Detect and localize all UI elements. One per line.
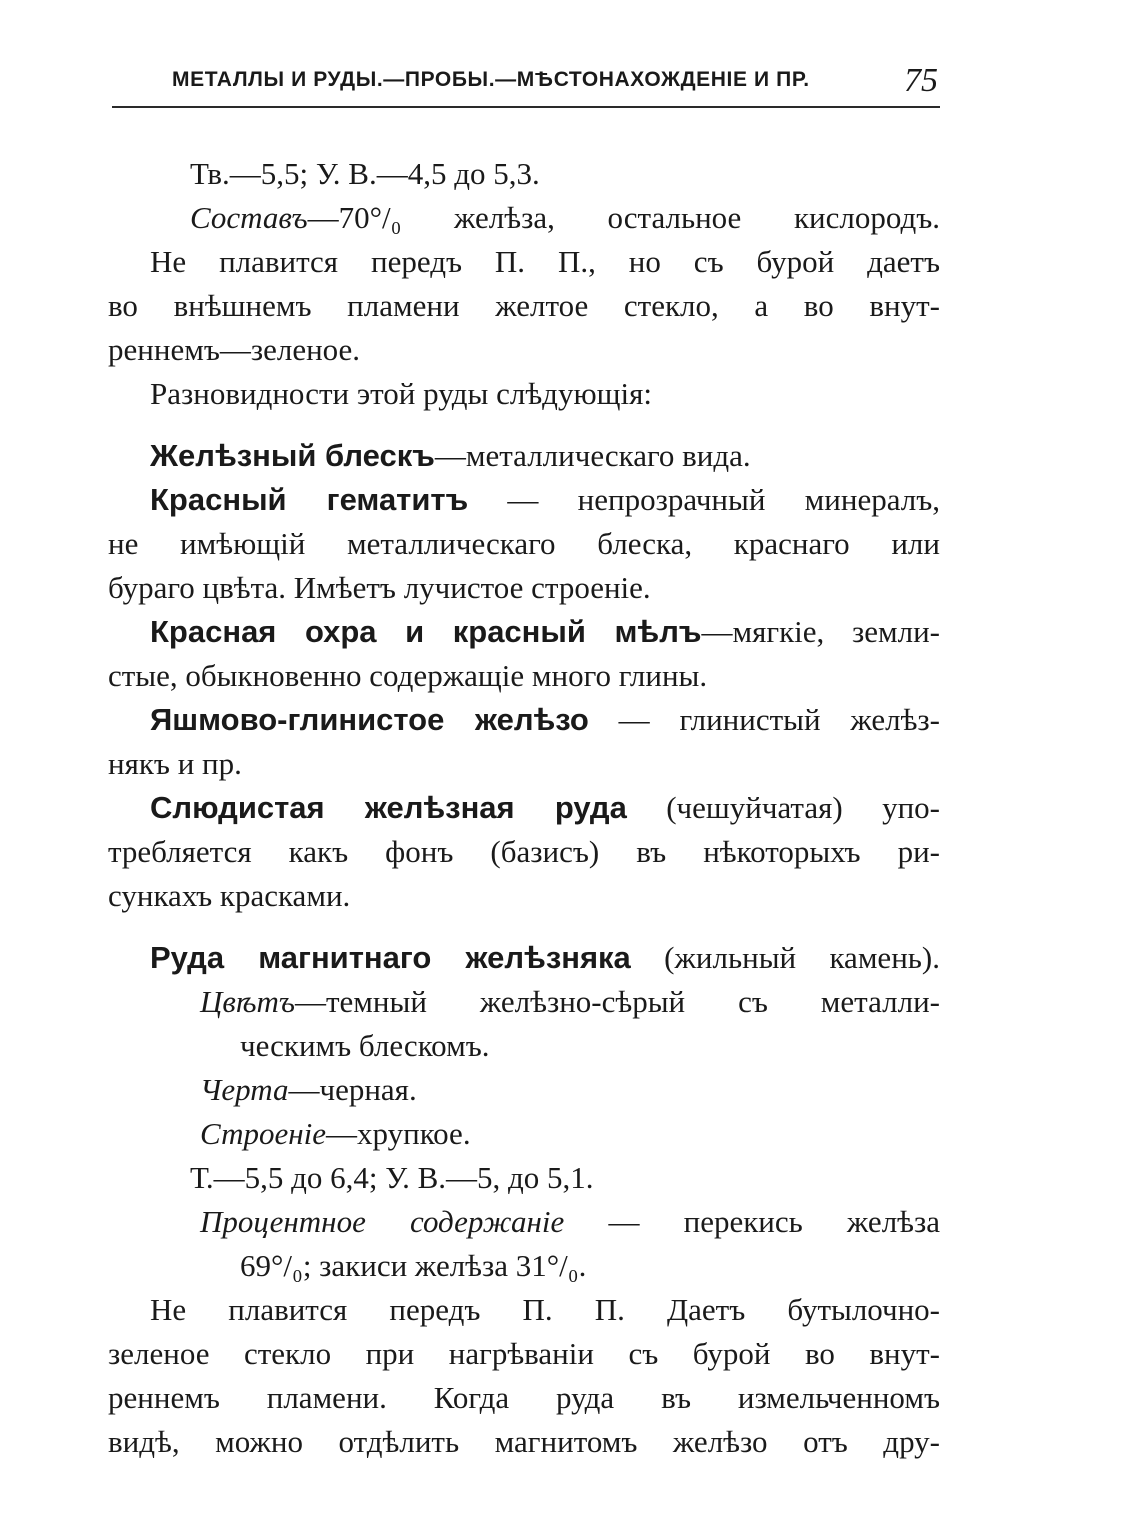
text-line: Тв.—5,5; У. В.—4,5 до 5,3. (190, 156, 540, 191)
text-line: Яшмово-глинистое желѣзо — глинистый желѣз- (150, 702, 940, 737)
text-line: Цвѣтъ—темный желѣзно-сѣрый съ металли- (200, 984, 940, 1019)
text-line: ческимъ блескомъ. (240, 1028, 490, 1063)
text-line: стые, обыкновенно содержащіе много глины. (108, 658, 708, 693)
text-line: Черта—черная. (200, 1072, 417, 1107)
text-line: реннемъ пламени. Когда руда въ измельченномъ (108, 1380, 940, 1415)
text-line: Процентное содержаніе — перекись желѣза (200, 1204, 940, 1239)
text-line: Т.—5,5 до 6,4; У. В.—5, до 5,1. (190, 1160, 594, 1195)
text-line: Желѣзный блескъ—металлическаго вида. (150, 438, 751, 473)
italic-label: Процентное содержаніе (200, 1204, 565, 1239)
text-line: Составъ—70°/₀ желѣза, остальное кислородъ. (190, 200, 940, 235)
text-line: видѣ, можно отдѣлить магнитомъ желѣзо отъ дру- (108, 1424, 940, 1459)
italic-label: Составъ (190, 200, 308, 235)
text-line: Слюдистая желѣзная руда (чешуйчатая) упо- (150, 790, 940, 825)
page-header (172, 62, 940, 106)
bold-term: Красный гематитъ (150, 482, 469, 517)
text-line: някъ и пр. (108, 746, 242, 781)
bold-term: Желѣзный блескъ (150, 438, 435, 473)
text-line: Разновидности этой руды слѣдующія: (150, 376, 652, 411)
text-line: не имѣющій металлическаго блеска, краснаго или (108, 526, 940, 561)
text-line: Не плавится передъ П. П. Даетъ бутылочно- (150, 1292, 940, 1327)
italic-label: Цвѣтъ (200, 984, 295, 1019)
header-rule (112, 106, 940, 108)
page-number: 75 (904, 62, 938, 99)
text-line: реннемъ—зеленое. (108, 332, 361, 367)
text-line: бураго цвѣта. Имѣетъ лучистое строеніе. (108, 570, 651, 605)
bold-term: Слюдистая желѣзная руда (150, 790, 627, 825)
bold-term: Красная охра и красный мѣлъ (150, 614, 702, 649)
bold-term: Руда магнитнаго желѣзняка (150, 940, 631, 975)
text-line: зеленое стекло при нагрѣваніи съ бурой во внут- (108, 1336, 940, 1371)
text-line: 69°/₀; закиси желѣза 31°/₀. (240, 1248, 587, 1283)
text-line: сункахъ красками. (108, 878, 351, 913)
text-line: Красная охра и красный мѣлъ—мягкіе, земли- (150, 614, 941, 649)
bold-term: Яшмово-глинистое желѣзо (150, 702, 589, 737)
text-line: во внѣшнемъ пламени желтое стекло, а во внут- (108, 288, 940, 323)
italic-label: Черта (200, 1072, 289, 1107)
text-line: требляется какъ фонъ (базисъ) въ нѣкоторыхъ ри- (108, 834, 940, 869)
text-line: Руда магнитнаго желѣзняка (жильный камень). (150, 940, 940, 975)
text-line: Красный гематитъ — непрозрачный минералъ, (150, 482, 940, 517)
text-line: Не плавится передъ П. П., но съ бурой даетъ (150, 244, 940, 279)
running-head: МЕТАЛЛЫ И РУДЫ.—ПРОБЫ.—МѢСТОНАХОЖДЕНІЕ И ПР. (172, 68, 810, 91)
text-line: Строеніе—хрупкое. (200, 1116, 471, 1151)
italic-label: Строеніе (200, 1116, 327, 1151)
page-body (108, 152, 940, 1464)
